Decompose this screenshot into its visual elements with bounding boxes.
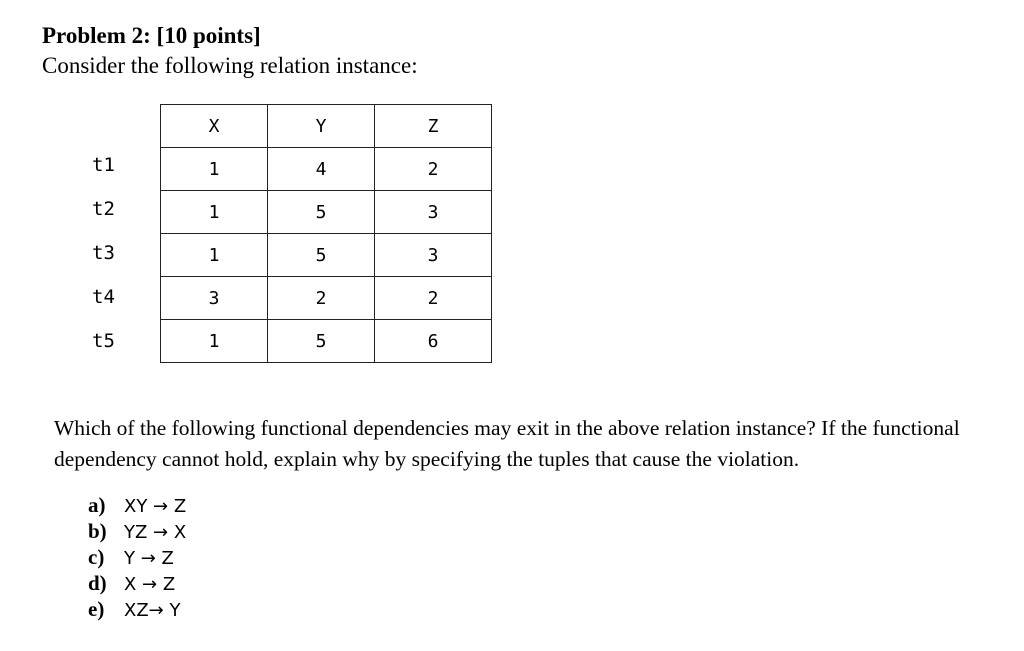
table-cell: 3 <box>375 191 492 234</box>
dependency-options-list <box>88 492 186 622</box>
table-row <box>161 277 492 320</box>
option-letter: c) <box>88 545 105 569</box>
table-cell: 1 <box>161 148 268 191</box>
tuple-label: t1 <box>92 154 115 176</box>
option-text: YZ → X <box>124 522 187 543</box>
table-cell: 2 <box>375 277 492 320</box>
table-cell: 6 <box>375 320 492 363</box>
table-row <box>161 320 492 363</box>
list-item <box>88 544 186 570</box>
table-cell: 3 <box>375 234 492 277</box>
column-header-x: X <box>161 105 268 148</box>
tuple-label: t2 <box>92 198 115 220</box>
table-cell: 3 <box>161 277 268 320</box>
table-row <box>161 191 492 234</box>
table-cell: 4 <box>268 148 375 191</box>
list-item <box>88 596 186 622</box>
table-cell: 2 <box>268 277 375 320</box>
option-text: X → Z <box>124 574 176 595</box>
tuple-label: t5 <box>92 330 115 352</box>
list-item <box>88 570 186 596</box>
list-item <box>88 518 186 544</box>
option-text: XZ→ Y <box>124 600 181 621</box>
table-cell: 2 <box>375 148 492 191</box>
question-text: Which of the following functional dependencies may exit in the above relation instance? If the functional dependency cannot hold, explain why by specifying the tuples that cause the violation. <box>54 416 960 471</box>
table-cell: 5 <box>268 191 375 234</box>
option-letter: d) <box>88 571 107 595</box>
table-cell: 5 <box>268 320 375 363</box>
list-item <box>88 492 186 518</box>
table-cell: 5 <box>268 234 375 277</box>
table-header-row <box>161 105 492 148</box>
table-row <box>161 148 492 191</box>
option-text: Y → Z <box>124 548 174 569</box>
table-cell: 1 <box>161 191 268 234</box>
column-header-z: Z <box>375 105 492 148</box>
problem-title: Problem 2: [10 points] <box>42 23 261 48</box>
option-text: XY → Z <box>124 496 187 517</box>
tuple-label: t4 <box>92 286 115 308</box>
problem-intro: Consider the following relation instance: <box>42 53 418 78</box>
column-header-y: Y <box>268 105 375 148</box>
table-cell: 1 <box>161 234 268 277</box>
table-cell: 1 <box>161 320 268 363</box>
option-letter: b) <box>88 519 107 543</box>
option-letter: a) <box>88 493 106 517</box>
option-letter: e) <box>88 597 105 621</box>
relation-table <box>160 104 492 363</box>
tuple-label: t3 <box>92 242 115 264</box>
tuple-labels <box>92 148 115 368</box>
table-row <box>161 234 492 277</box>
